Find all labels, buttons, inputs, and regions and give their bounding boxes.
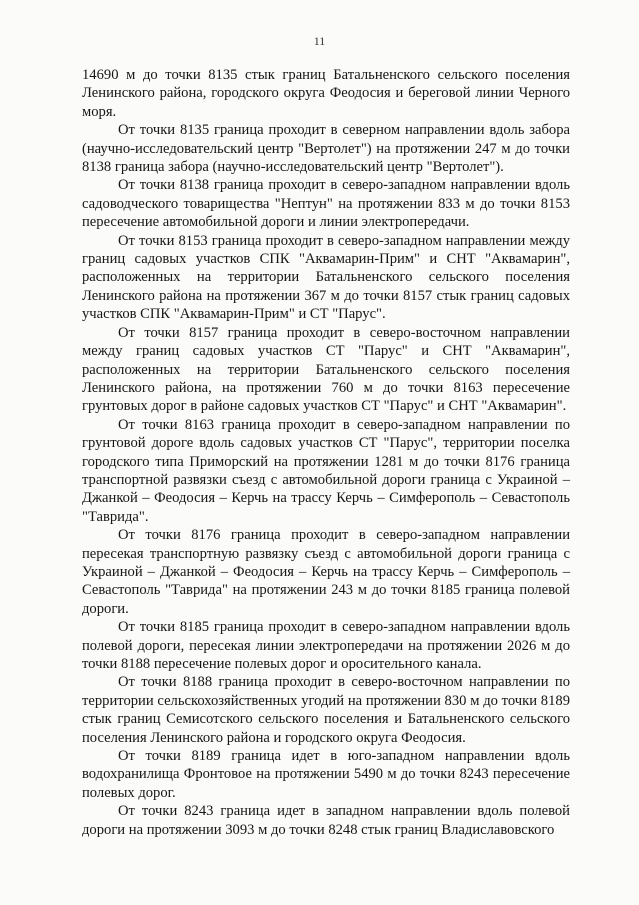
paragraph-4: От точки 8153 граница проходит в северо-западном направлении между границ садовых участков СПК "Аквамарин-Прим" и СНТ "Аквамарин", расположенных на территории Батальненского сельского поселения Ленинского района на протяжении 367 м до точки 8157 стык границ садовых участков СПК "Аквамарин-Прим" и СТ "Парус". [82, 232, 570, 323]
paragraph-1: 14690 м до точки 8135 стык границ Батальненского сельского поселения Ленинского района, городского округа Феодосия и береговой линии Черного моря. [82, 67, 570, 120]
paragraph-7: От точки 8176 граница проходит в северо-западном направлении пересекая транспортную развязку съезд с автомобильной дороги граница с Украиной – Джанкой – Феодосия – Керчь на трассу Керчь – Симферополь – Севастополь "Таврида" на протяжении 243 м до точки 8185 граница полевой дороги. [82, 527, 570, 617]
page-number: 11 [313, 34, 326, 48]
paragraph-11: От точки 8243 граница идет в западном направлении вдоль полевой дороги на протяжении 3093 м до точки 8248 стык границ Владиславовского [82, 803, 570, 838]
paragraph-2: От точки 8135 граница проходит в северном направлении вдоль забора (научно-исследовательский центр "Вертолет") на протяжении 247 м до точки 8138 граница забора (научно-исследовательский центр "Вертолет"). [82, 122, 570, 176]
paragraph-5: От точки 8157 граница проходит в северо-восточном направлении между границ садовых участков СТ "Парус" и СНТ "Аквамарин", расположенных на территории Батальненского сельского поселения Ленинского района, на протяжении 760 м до точки 8163 пересечение грунтовых дорог в районе садовых участков СТ "Парус" и СНТ "Аквамарин". [82, 324, 570, 415]
paragraph-9: От точки 8188 граница проходит в северо-восточном направлении по территории сельскохозяйственных угодий на протяжении 830 м до точки 8189 стык границ Семисотского сельского поселения и Батальненского сельского поселения Ленинского района и городского округа Феодосия. [82, 674, 570, 746]
paragraph-3: От точки 8138 граница проходит в северо-западном направлении вдоль садоводческого товарищества "Нептун" на протяжении 833 м до точки 8153 пересечение автомобильной дороги и линии электропередачи. [82, 177, 570, 231]
document-body [82, 66, 570, 839]
paragraph-10: От точки 8189 граница идет в юго-западном направлении вдоль водохранилища Фронтовое на протяжении 5490 м до точки 8243 пересечение полевых дорог. [82, 748, 570, 801]
paragraph-6: От точки 8163 граница проходит в северо-западном направлении по грунтовой дороге вдоль садовых участков СТ "Парус", территории поселка городского типа Приморский на протяжении 1281 м до точки 8176 граница транспортной развязки съезд с автомобильной дороги граница с Украиной – Джанкой – Феодосия – Керчь на трассу Керчь – Симферополь – Севастополь "Таврида". [82, 416, 570, 525]
paragraph-8: От точки 8185 граница проходит в северо-западном направлении вдоль полевой дороги, пересекая линии электропередачи на протяжении 2026 м до точки 8188 пересечение полевых дорог и оросительного канала. [82, 619, 570, 672]
